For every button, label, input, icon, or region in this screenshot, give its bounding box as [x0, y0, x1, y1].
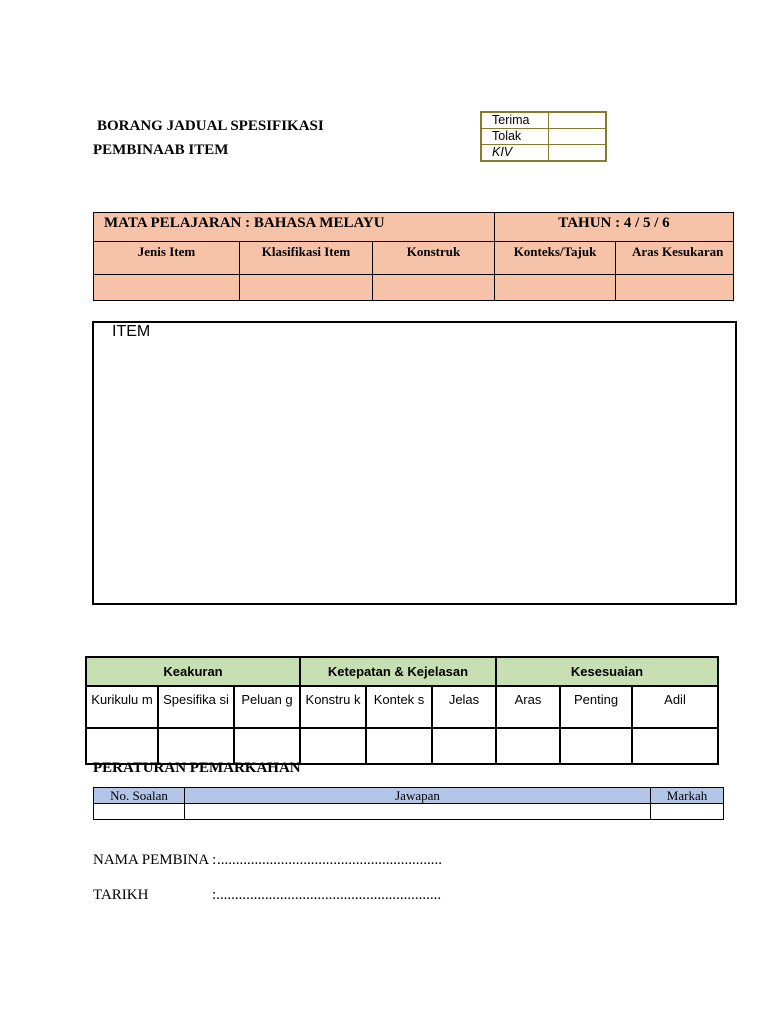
form-title-line2: PEMBINAAB ITEM — [93, 142, 229, 158]
field-konteks-tajuk[interactable] — [495, 275, 616, 301]
item-box[interactable] — [92, 321, 737, 605]
field-klasifikasi-item[interactable] — [240, 275, 373, 301]
sub-adil: Adil — [632, 686, 718, 728]
sub-kurikulum: Kurikulu m — [86, 686, 158, 728]
check-aras[interactable] — [496, 728, 560, 764]
col-jawapan: Jawapan — [185, 788, 651, 804]
col-no-soalan: No. Soalan — [94, 788, 185, 804]
status-kiv-label: KIV — [481, 145, 549, 162]
check-konteks[interactable] — [366, 728, 432, 764]
sub-spesifikasi: Spesifika si — [158, 686, 234, 728]
tarikh-label: TARIKH — [93, 887, 149, 903]
field-no-soalan[interactable] — [94, 804, 185, 820]
status-tolak-label: Tolak — [481, 129, 549, 145]
field-jawapan[interactable] — [185, 804, 651, 820]
col-konstruk: Konstruk — [373, 242, 495, 275]
field-konstruk[interactable] — [373, 275, 495, 301]
nama-pembina-label: NAMA PEMBINA : — [93, 852, 217, 868]
sub-peluang: Peluan g — [234, 686, 300, 728]
sub-konstruk: Konstru k — [300, 686, 366, 728]
check-spesifikasi[interactable] — [158, 728, 234, 764]
subject-name: MATA PELAJARAN : BAHASA MELAYU — [94, 213, 495, 242]
form-title-line1: BORANG JADUAL SPESIFIKASI — [97, 118, 324, 134]
field-markah[interactable] — [651, 804, 724, 820]
marking-heading: PERATURAN PEMARKAHAN — [93, 760, 301, 776]
status-kiv-field[interactable] — [549, 145, 607, 162]
nama-pembina-field[interactable]: ............................................................ — [217, 852, 442, 868]
check-peluang[interactable] — [234, 728, 300, 764]
group-ketepatan-kejelasan: Ketepatan & Kejelasan — [300, 657, 496, 686]
sub-aras: Aras — [496, 686, 560, 728]
check-adil[interactable] — [632, 728, 718, 764]
check-konstruk[interactable] — [300, 728, 366, 764]
check-penting[interactable] — [560, 728, 632, 764]
subject-year: TAHUN : 4 / 5 / 6 — [495, 213, 734, 242]
col-markah: Markah — [651, 788, 724, 804]
status-terima-label: Terima — [481, 112, 549, 129]
criteria-table — [85, 656, 719, 765]
sub-konteks: Kontek s — [366, 686, 432, 728]
field-aras-kesukaran[interactable] — [616, 275, 734, 301]
col-klasifikasi-item: Klasifikasi Item — [240, 242, 373, 275]
col-jenis-item: Jenis Item — [94, 242, 240, 275]
subject-table — [93, 212, 734, 301]
tarikh-field[interactable]: :............................................................ — [212, 887, 442, 903]
group-keakuran: Keakuran — [86, 657, 300, 686]
sub-penting: Penting — [560, 686, 632, 728]
group-kesesuaian: Kesesuaian — [496, 657, 718, 686]
marking-table — [93, 787, 724, 820]
status-box — [480, 111, 607, 162]
col-aras-kesukaran: Aras Kesukaran — [616, 242, 734, 275]
check-kurikulum[interactable] — [86, 728, 158, 764]
status-terima-field[interactable] — [549, 112, 607, 129]
status-tolak-field[interactable] — [549, 129, 607, 145]
item-label: ITEM — [112, 323, 151, 340]
col-konteks-tajuk: Konteks/Tajuk — [495, 242, 616, 275]
sub-jelas: Jelas — [432, 686, 496, 728]
check-jelas[interactable] — [432, 728, 496, 764]
field-jenis-item[interactable] — [94, 275, 240, 301]
